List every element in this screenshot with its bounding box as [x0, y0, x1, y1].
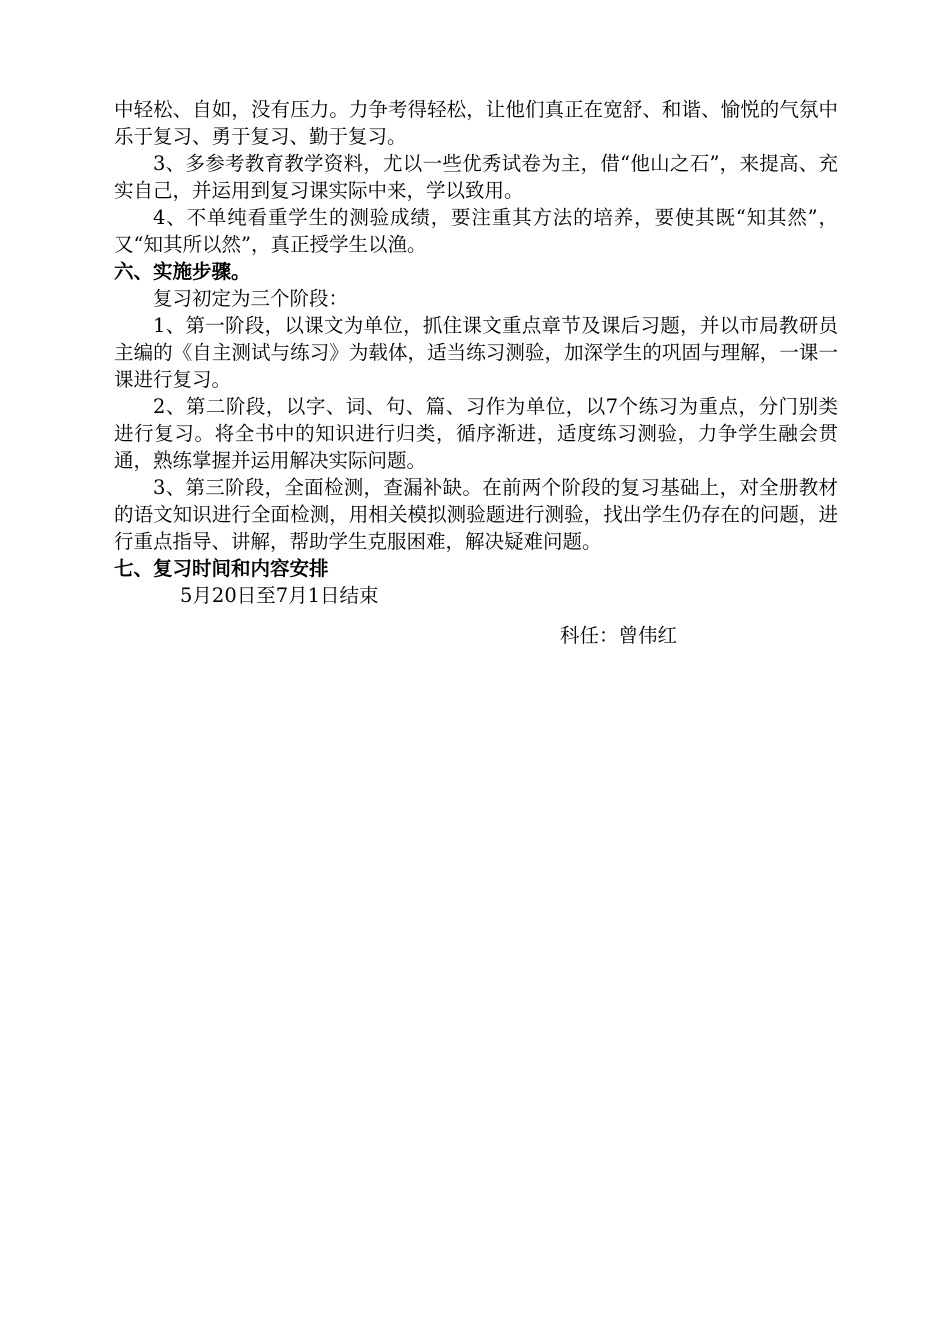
document-body [114, 96, 838, 609]
paragraph-item-4: 4、不单纯看重学生的测验成绩，要注重其方法的培养，要使其既“知其然”，又“知其所以然”，真正授学生以渔。 [114, 206, 838, 256]
step-1-paragraph: 1、第一阶段，以课文为单位，抓住课文重点章节及课后习题，并以市局教研员主编的《自主测试与练习》为载体，适当练习测验，加深学生的巩固与理解，一课一课进行复习。 [114, 314, 838, 391]
section-heading-implementation: 六、实施步骤。 [114, 260, 251, 283]
section-heading-schedule: 七、复习时间和内容安排 [114, 557, 329, 580]
step-3-paragraph: 3、第三阶段，全面检测，查漏补缺。在前两个阶段的复习基础上，对全册教材的语文知识进行全面检测，用相关模拟测验题进行测验，找出学生仍存在的问题，进行重点指导、讲解，帮助学生克服困难，解决疑难问题。 [114, 476, 838, 553]
step-2-paragraph: 2、第二阶段，以字、词、句、篇、习作为单位，以7个练习为重点，分门别类进行复习。将全书中的知识进行归类，循序渐进，适度练习测验，力争学生融会贯通，熟练掌握并运用解决实际问题。 [114, 395, 838, 472]
paragraph-item-3: 3、多参考教育教学资料，尤以一些优秀试卷为主，借“他山之石”，来提高、充实自己，并运用到复习课实际中来，学以致用。 [114, 152, 838, 202]
teacher-signature: 科任：曾伟红 [560, 624, 678, 647]
schedule-date-range: 5月20日至7月1日结束 [180, 584, 379, 607]
paragraph-continued: 中轻松、自如，没有压力。力争考得轻松，让他们真正在宽舒、和谐、愉悦的气氛中乐于复习、勇于复习、勤于复习。 [114, 98, 838, 148]
section-intro: 复习初定为三个阶段： [153, 287, 349, 310]
